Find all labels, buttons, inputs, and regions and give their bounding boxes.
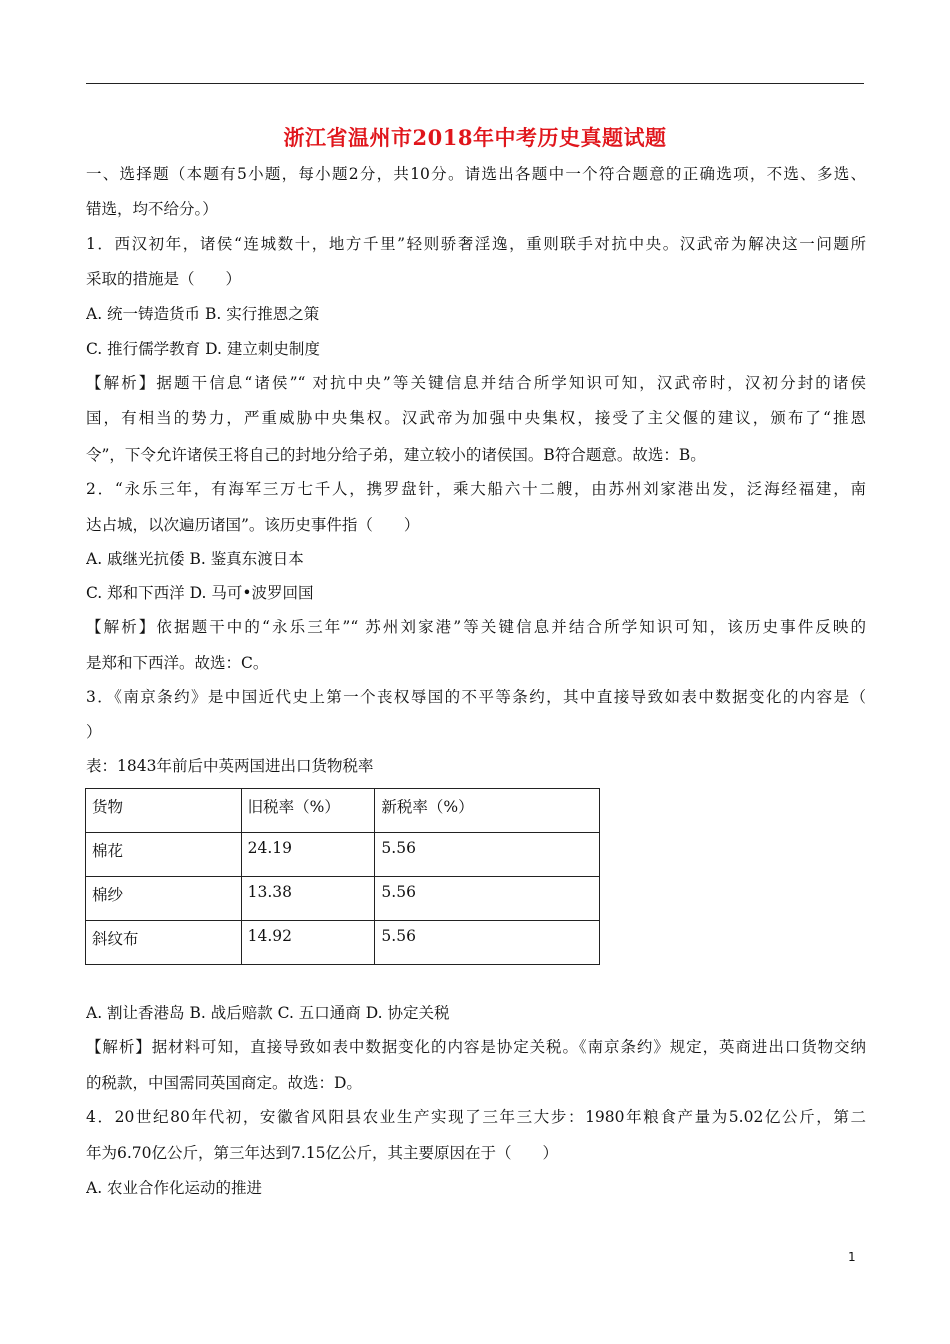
table-cell: 棉纱 — [86, 877, 242, 921]
table-row — [86, 833, 600, 877]
header-rule — [86, 83, 864, 84]
table-header-cell: 货物 — [86, 789, 242, 833]
question-1: 采取的措施是（ ） — [86, 270, 242, 288]
table-row — [86, 921, 600, 965]
question-2: 达占城，以次遍历诸国”。该历史事件指（ ） — [86, 516, 420, 534]
tax-rate-table — [85, 788, 600, 965]
page-number: 1 — [848, 1250, 856, 1264]
question-1-analysis: 【解析】据题干信息“诸侯”“ 对抗中央”等关键信息并结合所学知识可知，汉武帝时，汉初分封的诸侯 — [86, 374, 866, 392]
question-2-options: A. 戚继光抗倭 B. 鉴真东渡日本 — [86, 550, 304, 568]
question-4-options: A. 农业合作化运动的推进 — [86, 1179, 263, 1197]
table-cell: 14.92 — [241, 921, 375, 965]
question-1-analysis: 国，有相当的势力，严重威胁中央集权。汉武帝为加强中央集权，接受了主父偃的建议，颁布了“推恩 — [86, 409, 866, 427]
question-4: 年为6.70亿公斤，第三年达到7.15亿公斤，其主要原因在于（ ） — [86, 1144, 559, 1162]
table-header-cell: 旧税率（%） — [241, 789, 375, 833]
question-1-options: C. 推行儒学教育 D. 建立刺史制度 — [86, 340, 320, 358]
table-cell: 24.19 — [241, 833, 375, 877]
question-3-options: A. 割让香港岛 B. 战后赔款 C. 五口通商 D. 协定关税 — [86, 1004, 450, 1022]
table-cell: 棉花 — [86, 833, 242, 877]
table-caption: 表：1843年前后中英两国进出口货物税率 — [86, 757, 374, 775]
table-cell: 5.56 — [375, 877, 600, 921]
section-instruction: 错选，均不给分。） — [86, 200, 218, 218]
question-4: 4．20世纪80年代初，安徽省风阳县农业生产实现了三年三大步：1980年粮食产量为5.02亿公斤，第二 — [86, 1108, 866, 1126]
question-1-options: A. 统一铸造货币 B. 实行推恩之策 — [86, 305, 320, 323]
table-cell: 5.56 — [375, 833, 600, 877]
page-title: 浙江省温州市2018年中考历史真题试题 — [283, 125, 667, 150]
table-header-row — [86, 789, 600, 833]
question-3: ） — [86, 723, 102, 741]
question-3: 3．《南京条约》是中国近代史上第一个丧权辱国的不平等条约，其中直接导致如表中数据变化的内容是（ — [86, 688, 866, 706]
question-2-options: C. 郑和下西洋 D. 马可•波罗回国 — [86, 584, 314, 602]
table-header-cell: 新税率（%） — [375, 789, 600, 833]
question-1: 1．西汉初年，诸侯“连城数十，地方千里”轻则骄奢淫逸，重则联手对抗中央。汉武帝为解决这一问题所 — [86, 235, 866, 253]
table-cell: 5.56 — [375, 921, 600, 965]
section-instruction: 一、选择题（本题有5小题，每小题2分，共10分。请选出各题中一个符合题意的正确选项，不选、多选、 — [86, 165, 866, 183]
question-2: 2．“永乐三年，有海军三万七千人，携罗盘针，乘大船六十二艘，由苏州刘家港出发，泛海经福建，南 — [86, 480, 866, 498]
question-2-analysis: 是郑和下西洋。故选：C。 — [86, 654, 269, 672]
table-cell: 斜纹布 — [86, 921, 242, 965]
question-2-analysis: 【解析】依据题干中的“永乐三年”“ 苏州刘家港”等关键信息并结合所学知识可知，该历史事件反映的 — [86, 618, 866, 636]
question-1-analysis: 令”，下令允许诸侯王将自己的封地分给子弟，建立较小的诸侯国。B符合题意。故选：B。 — [86, 446, 706, 464]
table-row — [86, 877, 600, 921]
question-3-analysis: 【解析】据材料可知，直接导致如表中数据变化的内容是协定关税。《南京条约》规定，英商进出口货物交纳 — [86, 1038, 866, 1056]
question-3-analysis: 的税款，中国需同英国商定。故选：D。 — [86, 1074, 362, 1092]
table-cell: 13.38 — [241, 877, 375, 921]
